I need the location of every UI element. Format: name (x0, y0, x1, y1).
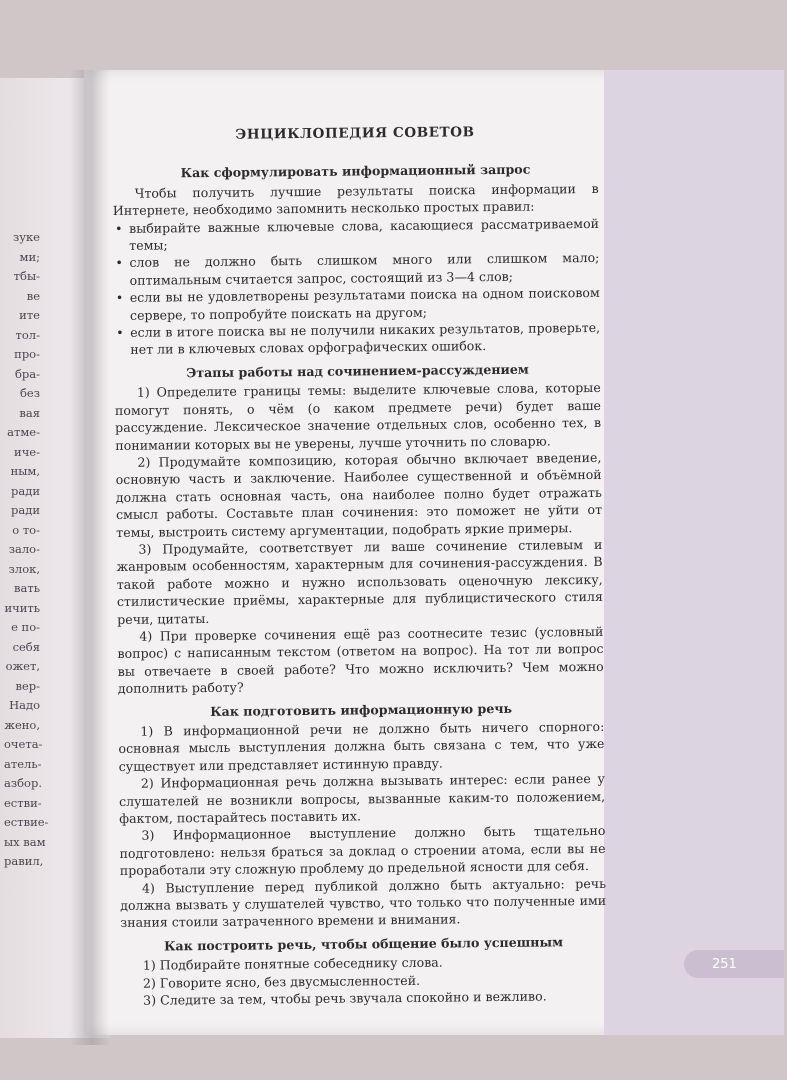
paragraph: 2) Продумайте композицию, которая обычно включает введение, основную часть и заключение. Наиболее существенной и объёмной должна стать основная часть, она наиболее полно будет отражать смысл работы. Составьте план сочинения: это поможет не уйти от темы, выстроить систему аргументации, подобрать яркие примеры. (115, 449, 603, 540)
left-page-fragment: про- (14, 347, 40, 361)
page-number: 251 (684, 950, 784, 978)
paragraph: 1) Определите границы темы: выделите ключевые слова, которые помогут понять, о чём (о каком предмете речи) будет ваше рассуждение. Лексическое значение отдельных слов, особенно тех, в понимании которых вы не уверены, лучше уточнить по словарю. (114, 380, 602, 453)
left-page-fragment: иче- (14, 444, 40, 459)
section-heading-essay: Этапы работы над сочинением-рассуждением (186, 361, 529, 381)
list-item: 2) Говорите ясно, без двусмысленностей. (142, 972, 421, 991)
left-page-fragment: тбы- (13, 269, 40, 283)
left-page-fragment: ради (11, 503, 40, 517)
left-page-fragment: ите (19, 308, 40, 322)
left-page-fragment: себя (12, 639, 40, 654)
side-color-band (604, 70, 784, 1035)
left-page-fragment: атме- (7, 425, 40, 439)
left-page-fragment: без (19, 386, 40, 400)
left-page-fragment: злок, (8, 561, 40, 576)
rules-list (113, 215, 600, 359)
left-page-fragment: жено, (4, 717, 40, 732)
list-item: • выбирайте важные ключевые слова, касающиеся рассматриваемой темы; (113, 215, 599, 255)
list-item: • если вы не удовлетворены результатами поиска на одном поисковом сервере, то попробуйте поискать на другом; (114, 284, 600, 324)
left-page-fragment: ичить (4, 600, 40, 615)
left-page-fragment: ради (11, 483, 40, 498)
left-page-fragment: равил, (4, 854, 44, 868)
left-page-fragment: о то- (12, 522, 40, 537)
left-page-fragment: ых вам (4, 834, 46, 849)
left-page-fragment: вать (14, 581, 40, 595)
left-page-fragment: очета- (4, 737, 43, 751)
left-page-fragment: ве (26, 288, 40, 303)
left-page-fragment: ми; (19, 249, 40, 264)
paragraph: 4) При проверке сочинения ещё раз соотнесите тезис (условный вопрос) с написанным текстом (ответом на вопрос). На тот ли вопрос вы отвечаете в своей работе? Что можно исключить? Чем можно дополнить работу? (117, 623, 604, 697)
left-page-fragment: бра- (14, 366, 40, 381)
left-page-fragment: е по- (11, 620, 40, 634)
left-page-fragment: естви- (4, 795, 42, 810)
left-page-fragment: ествие- (4, 815, 49, 829)
left-page-fragment: ожет, (5, 659, 40, 673)
paragraph: 2) Информационная речь должна вызывать интерес: если ранее у слушателей не возникли вопросы, вызванные каким-то положением, фактом, постарайтесь поставить их. (118, 771, 606, 826)
left-page-fragment: азбор. (4, 776, 42, 790)
left-page-text-fragments (4, 228, 49, 872)
section-heading-query: Как сформулировать информационный запрос (180, 162, 531, 181)
paragraph: 3) Продумайте, соответствует ли ваше сочинение стилевым и жанровым особенностям, характерным для сочинения-рассуждения. В такой работе можно и нужно использовать оценочную лексику, стилистические приёмы, характерные для публицистического стиля речи, цитаты. (116, 536, 604, 627)
page-content (112, 123, 607, 1010)
paragraph: 4) Выступление перед публикой должно быть актуально: речь должна вызвать у слушателей чувство, что только что полученные ими знания стоили затраченного времени и внимания. (120, 875, 607, 931)
section-heading-speech: Как подготовить информационную речь (210, 700, 513, 719)
paragraph: 3) Информационное выступление должно быть тщательно подготовлено: нельзя браться за доклад о строении атома, если вы не проработали эту сложную проблему до предельной ясности для себя. (119, 823, 606, 879)
page-title: ЭНЦИКЛОПЕДИЯ СОВЕТОВ (235, 124, 475, 143)
left-page-fragment: зало- (8, 542, 40, 556)
left-page-fragment: атель- (4, 756, 42, 771)
left-page-fragment: зуке (12, 230, 40, 244)
list-item: • если в итоге поиска вы не получили никаких результатов, проверьте, нет ли в ключевых словах орфографических ошибок. (114, 319, 600, 359)
section-intro: Чтобы получить лучшие результаты поиска информации в Интернете, необходимо запомнить несколько простых правил: (112, 180, 599, 219)
communication-steps (121, 952, 608, 1009)
list-item: 1) Подбирайте понятные собеседнику слова. (142, 954, 443, 974)
left-page-fragment: вер- (15, 678, 40, 693)
left-page-fragment: Надо (9, 698, 40, 712)
paragraph: 1) В информационной речи не должно быть ничего спорного: основная мысль выступления должна быть связана с тем, что уже существует или представляет истинную правду. (118, 718, 605, 774)
left-page-fragment: ным, (10, 464, 40, 478)
book-gutter (70, 70, 110, 1045)
section-heading-communication: Как построить речь, чтобы общение было успешным (163, 934, 564, 954)
list-item: • слов не должно быть слишком много или слишком мало; оптимальным считается запрос, состоящий из 3—4 слов; (113, 249, 599, 289)
list-item: 3) Следите за тем, чтобы речь звучала спокойно и вежливо. (143, 988, 547, 1008)
left-page-fragment: вая (19, 405, 40, 420)
left-page-fragment: тол- (15, 327, 40, 342)
